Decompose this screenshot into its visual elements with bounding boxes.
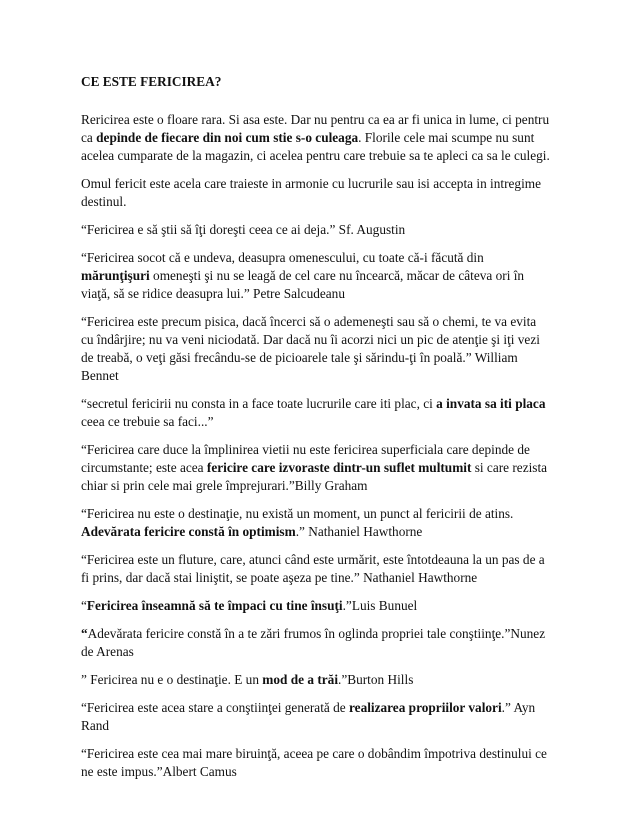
bold-text: mod de a trăi	[262, 672, 339, 687]
quote-paragraph	[81, 221, 551, 239]
text-run: “Fericirea este cea mai mare biruinţă, aceea pe care o dobândim împotriva destinului ce ne este impus.”Albert Camus	[81, 746, 547, 779]
text-run: ceea ce trebuie sa faci...”	[81, 414, 214, 429]
text-run: .”Luis Bunuel	[342, 598, 418, 613]
quote-paragraph	[81, 111, 551, 165]
text-run: .” Ayn Rand	[81, 700, 536, 733]
paragraph-list	[81, 111, 551, 781]
text-run: ” Fericirea nu e o destinaţie. E un	[81, 672, 263, 687]
quote-paragraph	[81, 551, 551, 587]
text-run: Adevărata fericire constă în a te zări frumos în oglinda propriei tale conştiinţe.”Nunez de Arenas	[81, 626, 546, 659]
quote-paragraph	[81, 505, 551, 541]
text-run: Rericirea este o floare rara. Si asa este. Dar nu pentru ca ea ar fi unica in lume, ci pentru ca	[81, 112, 550, 145]
quote-paragraph	[81, 249, 551, 303]
bold-text: fericire care izvoraste dintr-un suflet multumit	[206, 460, 472, 475]
quote-paragraph	[81, 313, 551, 385]
quote-paragraph	[81, 625, 551, 661]
quote-paragraph	[81, 745, 551, 781]
quote-paragraph	[81, 175, 551, 211]
bold-text: mărunţişuri	[81, 268, 150, 283]
text-run: omeneşti şi nu se leagă de cel care nu încearcă, măcar de câteva ori în viaţă, să se ridice deasupra lui.” Petre Salcudeanu	[81, 268, 525, 301]
text-run: si care rezista chiar si prin cele mai grele împrejurari.”Billy Graham	[81, 460, 548, 493]
text-run: .” Nathaniel Hawthorne	[295, 524, 423, 539]
text-run: “secretul fericirii nu consta in a face toate lucrurile care iti plac, ci	[81, 396, 437, 411]
text-run: “Fericirea este acea stare a conştiinţei generată de	[81, 700, 349, 715]
bold-text: Adevărata fericire constă în optimism	[81, 524, 296, 539]
text-run: .”Burton Hills	[338, 672, 414, 687]
text-run: “Fericirea e să ştii să îţi doreşti ceea ce ai deja.” Sf. Augustin	[81, 222, 406, 237]
text-run: “Fericirea este precum pisica, dacă încerci să o ademeneşti sau să o chemi, te va evita cu îndârjire; nu va veni niciodată. Dar dacă nu îi acorzi nici un pic de atenţie şi iţi vezi de treabă, o veţi găsi frecându-se de picioarele tale şi sărindu-ţi în poală.” William Bennet	[81, 314, 540, 383]
quote-paragraph	[81, 597, 551, 615]
document-title: CE ESTE FERICIREA?	[81, 74, 222, 89]
text-run: “Fericirea care duce la împlinirea vietii nu este fericirea superficiala care depinde de circumstante; este acea	[81, 442, 530, 475]
quote-paragraph	[81, 441, 551, 495]
document-page	[81, 73, 551, 791]
text-run: “Fericirea socot că e undeva, deasupra omenescului, cu toate că-i făcută din	[81, 250, 484, 265]
text-run: . Florile cele mai scumpe nu sunt acelea cumparate de la magazin, ci acelea pentru care trebuie sa te apleci ca sa le culegi.	[81, 130, 550, 163]
bold-text: “	[81, 626, 88, 641]
bold-text: realizarea propriilor valori	[349, 700, 502, 715]
bold-text: a invata sa iti placa	[436, 396, 546, 411]
text-run: “	[81, 598, 87, 613]
text-run: Omul fericit este acela care traieste in armonie cu lucrurile sau isi accepta in intregime destinul.	[81, 176, 542, 209]
quote-paragraph	[81, 671, 551, 689]
text-run: “Fericirea nu este o destinaţie, nu există un moment, un punct al fericirii de atins.	[81, 506, 514, 521]
bold-text: depinde de fiecare din noi cum stie s-o culeaga	[96, 130, 359, 145]
quote-paragraph	[81, 395, 551, 431]
bold-text: Fericirea înseamnă să te împaci cu tine însuţi	[86, 598, 343, 613]
text-run: “Fericirea este un fluture, care, atunci când este urmărit, este întotdeauna la un pas de a fi prins, dar dacă stai liniştit, se poate aşeza pe tine.” Nathaniel Hawthorne	[81, 552, 545, 585]
quote-paragraph	[81, 699, 551, 735]
